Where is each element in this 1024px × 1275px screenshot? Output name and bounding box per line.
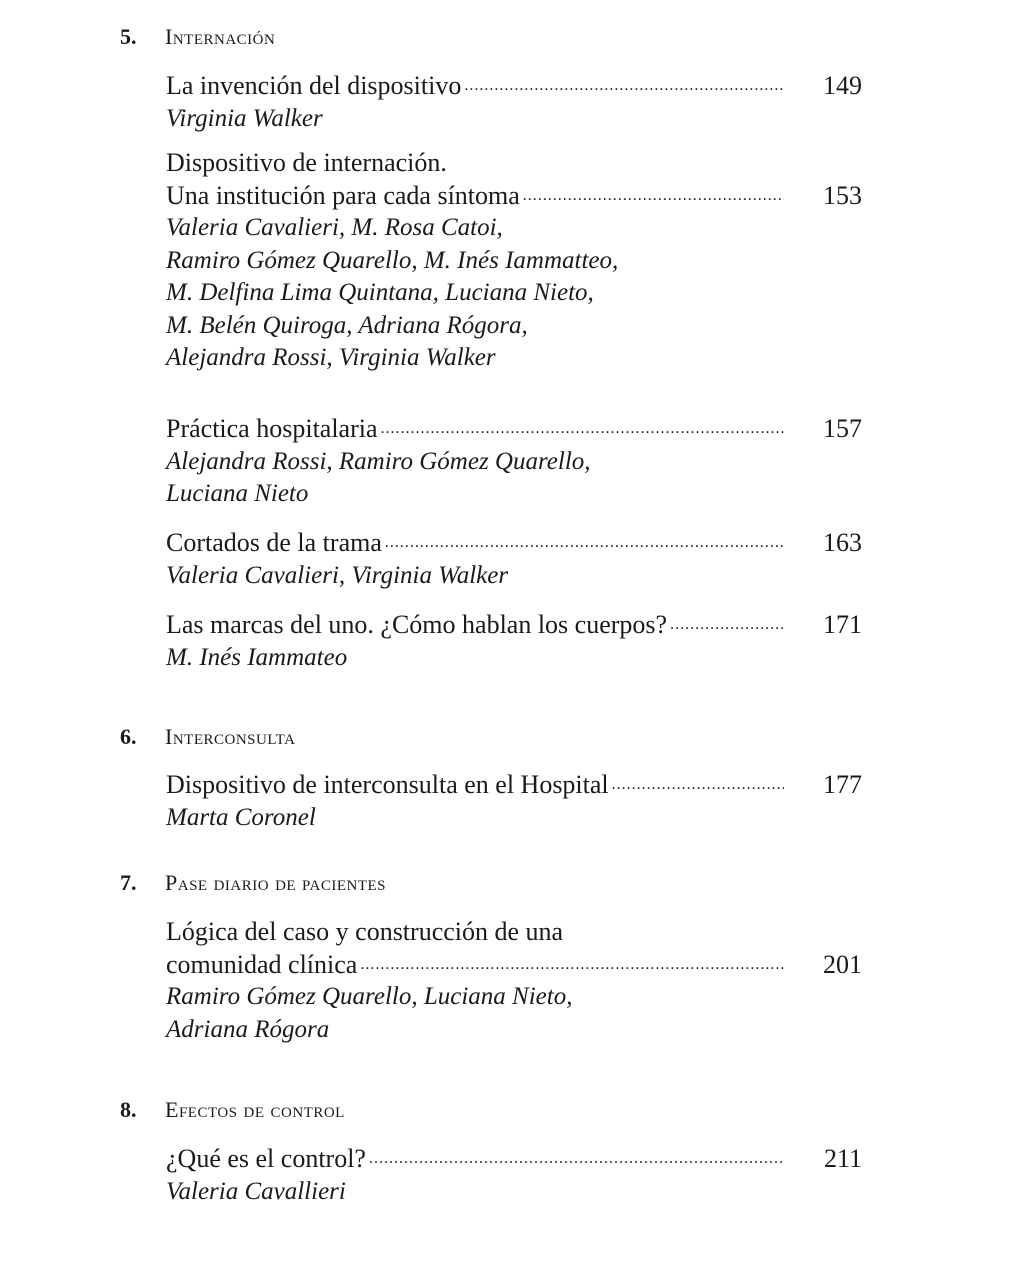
entry-title-line <box>166 609 862 642</box>
page-number: 211 <box>823 1144 862 1173</box>
toc-entry <box>166 147 862 375</box>
section-heading <box>120 21 275 53</box>
entry-authors: Alejandra Rossi, Ramiro Gómez Quarello, <box>166 447 591 475</box>
toc-entry <box>166 769 862 834</box>
entry-title-text: Práctica hospitalaria <box>166 414 378 443</box>
entry-title-text: Una institución para cada síntoma <box>166 180 520 210</box>
entry-title-line <box>166 527 862 560</box>
section-heading <box>120 721 295 753</box>
entry-authors: Alejandra Rossi, Virginia Walker <box>166 344 496 371</box>
entry-authors: Valeria Cavallieri <box>166 1177 346 1205</box>
entry-title-line <box>166 949 862 982</box>
dot-leader <box>369 1143 784 1176</box>
section-heading <box>120 1094 345 1126</box>
entry-authors: Adriana Rógora <box>166 1015 330 1043</box>
toc-entry <box>166 70 862 135</box>
entry-authors: Valeria Cavalieri, M. Rosa Catoi, <box>166 214 503 241</box>
entry-authors: Virginia Walker <box>166 104 323 132</box>
dot-leader <box>360 949 784 982</box>
toc-entry <box>166 609 862 674</box>
section-title: Pase diario de pacientes <box>165 870 387 895</box>
entry-title-line <box>166 147 862 180</box>
entry-authors: M. Delfina Lima Quintana, Luciana Nieto, <box>166 279 594 306</box>
dot-leader <box>612 769 784 802</box>
page-number: 201 <box>823 949 862 979</box>
section-title: Internación <box>165 24 276 49</box>
dot-leader <box>464 70 784 103</box>
entry-title-text: Dispositivo de interconsulta en el Hospital <box>166 770 609 799</box>
entry-authors: Marta Coronel <box>166 803 316 831</box>
entry-title-text: comunidad clínica <box>166 949 358 979</box>
page-number: 153 <box>823 180 862 210</box>
section-title: Efectos de control <box>165 1097 345 1122</box>
section-number: 8. <box>120 1097 137 1122</box>
entry-authors: M. Inés Iammateo <box>166 643 348 671</box>
entry-title-line <box>166 70 862 103</box>
entry-title-line <box>166 769 862 802</box>
entry-title-text: Las marcas del uno. ¿Cómo hablan los cuerpos? <box>166 610 668 639</box>
page-number: 171 <box>823 610 862 639</box>
page-number: 177 <box>823 770 862 799</box>
entry-title-text: La invención del dispositivo <box>166 71 462 100</box>
entry-title-text: Dispositivo de internación. <box>166 148 447 177</box>
entry-authors: Luciana Nieto <box>166 480 309 507</box>
toc-entry <box>166 527 862 592</box>
entry-authors: Ramiro Gómez Quarello, Luciana Nieto, <box>166 983 573 1010</box>
entry-authors: Valeria Cavalieri, Virginia Walker <box>166 561 509 589</box>
toc-entry <box>166 916 862 1046</box>
entry-title-text: ¿Qué es el control? <box>166 1144 366 1173</box>
entry-title-line <box>166 916 862 949</box>
entry-title-line <box>166 180 862 213</box>
entry-title-line <box>166 413 862 446</box>
section-number: 6. <box>120 724 137 749</box>
section-title: Interconsulta <box>165 724 296 749</box>
entry-authors: M. Belén Quiroga, Adriana Rógora, <box>166 311 528 339</box>
section-number: 5. <box>120 24 137 49</box>
entry-title-text: Cortados de la trama <box>166 528 382 557</box>
toc-entry <box>166 413 862 511</box>
dot-leader <box>670 609 784 642</box>
page-number: 157 <box>823 414 862 443</box>
entry-title-text: Lógica del caso y construcción de una <box>166 917 564 946</box>
dot-leader <box>385 527 784 560</box>
entry-title-line <box>166 1143 862 1176</box>
section-number: 7. <box>120 870 137 895</box>
section-heading <box>120 867 386 899</box>
toc-entry <box>166 1143 862 1208</box>
page-number: 163 <box>823 528 862 557</box>
dot-leader <box>523 180 784 213</box>
page-number: 149 <box>823 71 862 100</box>
entry-authors: Ramiro Gómez Quarello, M. Inés Iammatteo, <box>166 246 619 274</box>
dot-leader <box>381 413 784 446</box>
